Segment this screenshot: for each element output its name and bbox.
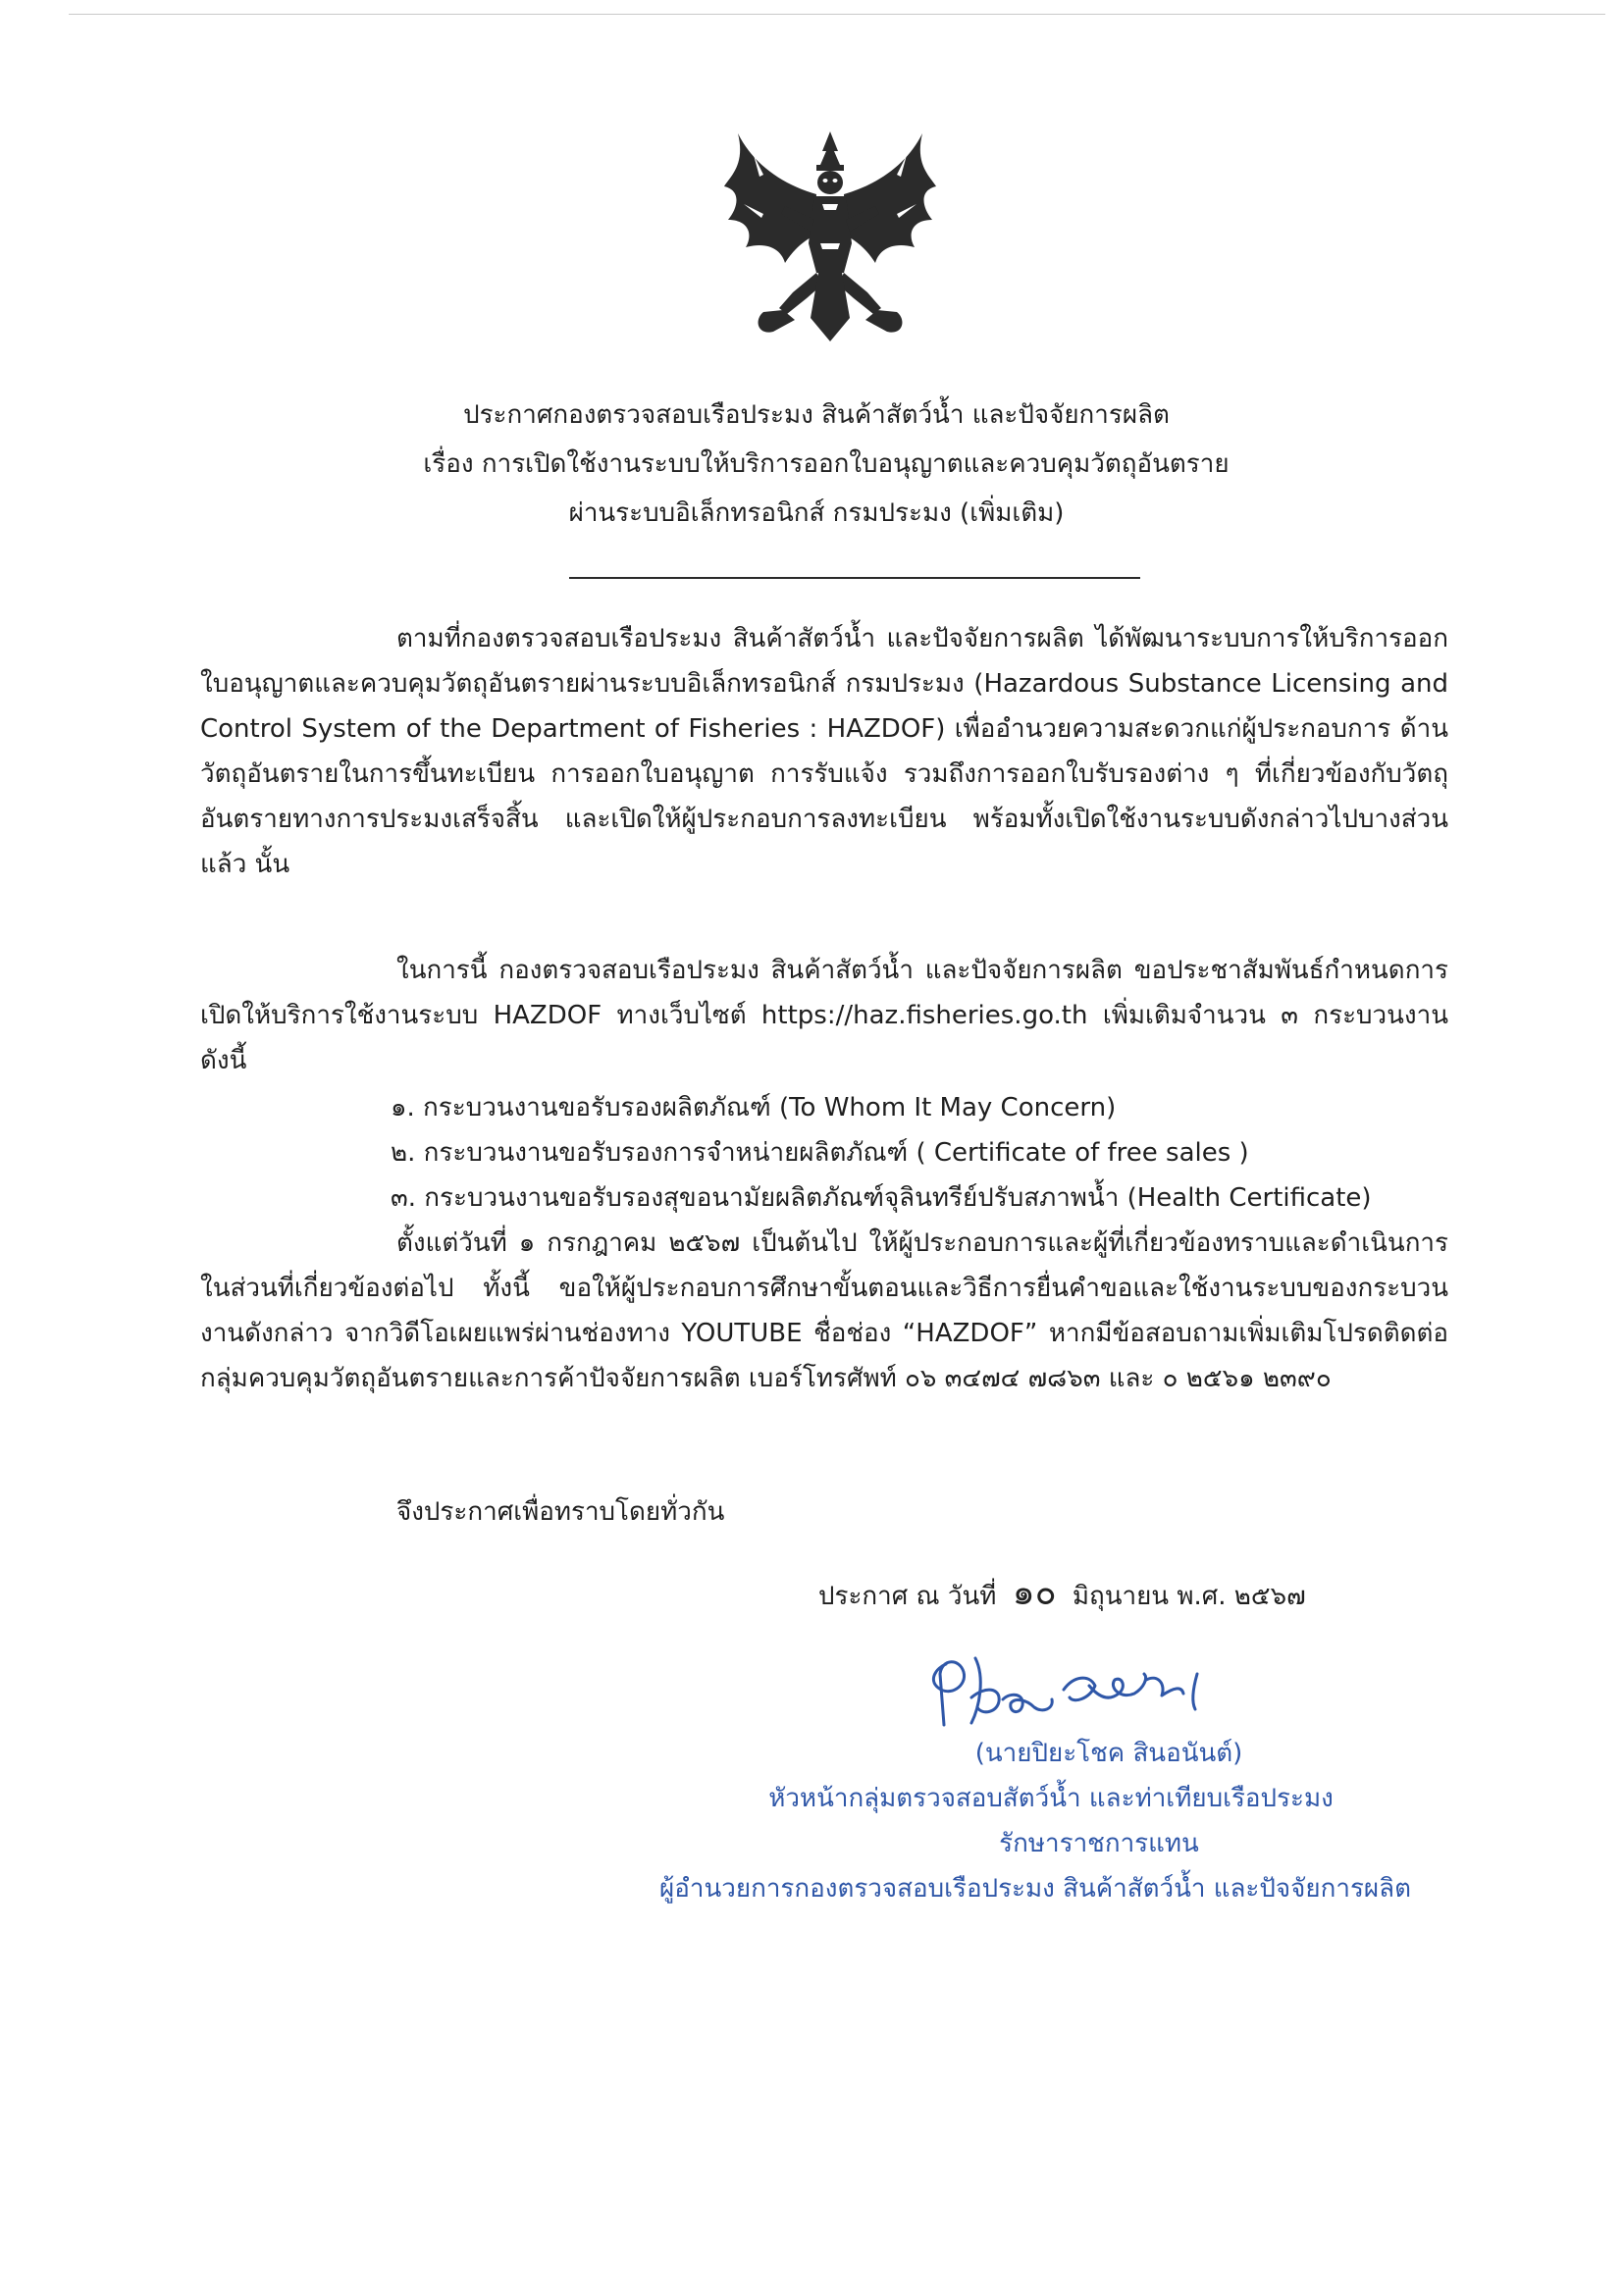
paragraph-publicity-text: ในการนี้ กองตรวจสอบเรือประมง สินค้าสัตว์น้ำ และปัจจัยการผลิต ขอประชาสัมพันธ์กำหนดการเปิดให้บริการใช้งานระบบ HAZDOF ทางเว็บไซต์ https://haz.fisheries.go.th เพิ่มเติมจำนวน ๓ กระบวนงาน ดังนี้ — [200, 956, 1448, 1075]
signatory-position: หัวหน้ากลุ่มตรวจสอบสัตว์น้ำ และท่าเทียบเรือประมง — [768, 1784, 1334, 1813]
process-item: ๑. กระบวนงานขอรับรองผลิตภัณฑ์ (To Whom It May Concern) — [391, 1093, 1117, 1122]
date-prefix: ประกาศ ณ วันที่ — [818, 1582, 997, 1611]
title-underline — [569, 577, 1140, 579]
title-line-subject-cont: ผ่านระบบอิเล็กทรอนิกส์ กรมประมง (เพิ่มเติม) — [568, 498, 1065, 528]
handwritten-signature — [916, 1629, 1250, 1747]
title-line-subject: เรื่อง การเปิดใช้งานระบบให้บริการออกใบอนุญาตและควบคุมวัตถุอันตราย — [423, 449, 1230, 479]
signatory-acting-note: รักษาราชการแทน — [999, 1829, 1199, 1858]
announcement-title — [0, 391, 1623, 538]
date-month-year: มิถุนายน พ.ศ. ๒๕๖๗ — [1072, 1582, 1306, 1611]
paragraph-background-text: ตามที่กองตรวจสอบเรือประมง สินค้าสัตว์น้ำ และปัจจัยการผลิต ได้พัฒนาระบบการให้บริการออกใบอนุญาตและควบคุมวัตถุอันตรายผ่านระบบอิเล็กทรอนิกส์ กรมประมง (Hazardous Substance Licensing and Control System of the Department of Fisheries : HAZDOF) เพื่ออำนวยความสะดวกแก่ผู้ประกอบการ ด้านวัตถุอันตรายในการขึ้นทะเบียน การออกใบอนุญาต การรับแจ้ง รวมถึงการออกใบรับรองต่าง ๆ ที่เกี่ยวข้องกับวัตถุอันตรายทางการประมงเสร็จสิ้น และเปิดให้ผู้ประกอบการลงทะเบียน พร้อมทั้งเปิดใช้งานระบบดังกล่าวไปบางส่วนแล้ว นั้น — [200, 624, 1448, 879]
paragraph-background — [200, 616, 1448, 887]
title-line-issuer: ประกาศกองตรวจสอบเรือประมง สินค้าสัตว์น้ำ และปัจจัยการผลิต — [463, 400, 1170, 430]
signatory-block — [628, 1731, 1433, 1911]
signature-icon — [916, 1629, 1250, 1747]
scan-top-edge — [69, 14, 1605, 15]
date-day: ๑๐ — [1012, 1573, 1057, 1613]
process-item: ๒. กระบวนงานขอรับรองการจำหน่ายผลิตภัณฑ์ ( Certificate of free sales ) — [391, 1138, 1249, 1168]
paragraph-effective-date-text: ตั้งแต่วันที่ ๑ กรกฎาคม ๒๕๖๗ เป็นต้นไป ให้ผู้ประกอบการและผู้ที่เกี่ยวข้องทราบและดำเนินการในส่วนที่เกี่ยวข้องต่อไป ทั้งนี้ ขอให้ผู้ประกอบการศึกษาขั้นตอนและวิธีการยื่นคำขอและใช้งานระบบของกระบวนงานดังกล่าว จากวิดีโอเผยแพร่ผ่านช่องทาง YOUTUBE ชื่อช่อง “HAZDOF” หากมีข้อสอบถามเพิ่มเติมโปรดติดต่อกลุ่มควบคุมวัตถุอันตรายและการค้าปัจจัยการผลิต เบอร์โทรศัพท์ ๐๖ ๓๔๗๔ ๗๘๖๓ และ ๐ ๒๕๖๑ ๒๓๙๐ — [200, 1228, 1448, 1393]
signatory-name: (นายปิยะโชค สินอนันต์) — [974, 1739, 1243, 1768]
announcement-closing: จึงประกาศเพื่อทราบโดยทั่วกัน — [396, 1497, 725, 1527]
process-item: ๓. กระบวนงานขอรับรองสุขอนามัยผลิตภัณฑ์จุลินทรีย์ปรับสภาพน้ำ (Health Certificate) — [391, 1183, 1372, 1213]
paragraph-effective-date — [200, 1221, 1448, 1401]
signatory-acting-position: ผู้อำนวยการกองตรวจสอบเรือประมง สินค้าสัตว์น้ำ และปัจจัยการผลิต — [659, 1874, 1411, 1904]
process-list — [391, 1085, 1372, 1221]
paragraph-publicity — [200, 948, 1448, 1083]
announcement-date — [818, 1564, 1306, 1620]
garuda-emblem-icon — [724, 126, 936, 345]
garuda-emblem — [724, 126, 936, 345]
